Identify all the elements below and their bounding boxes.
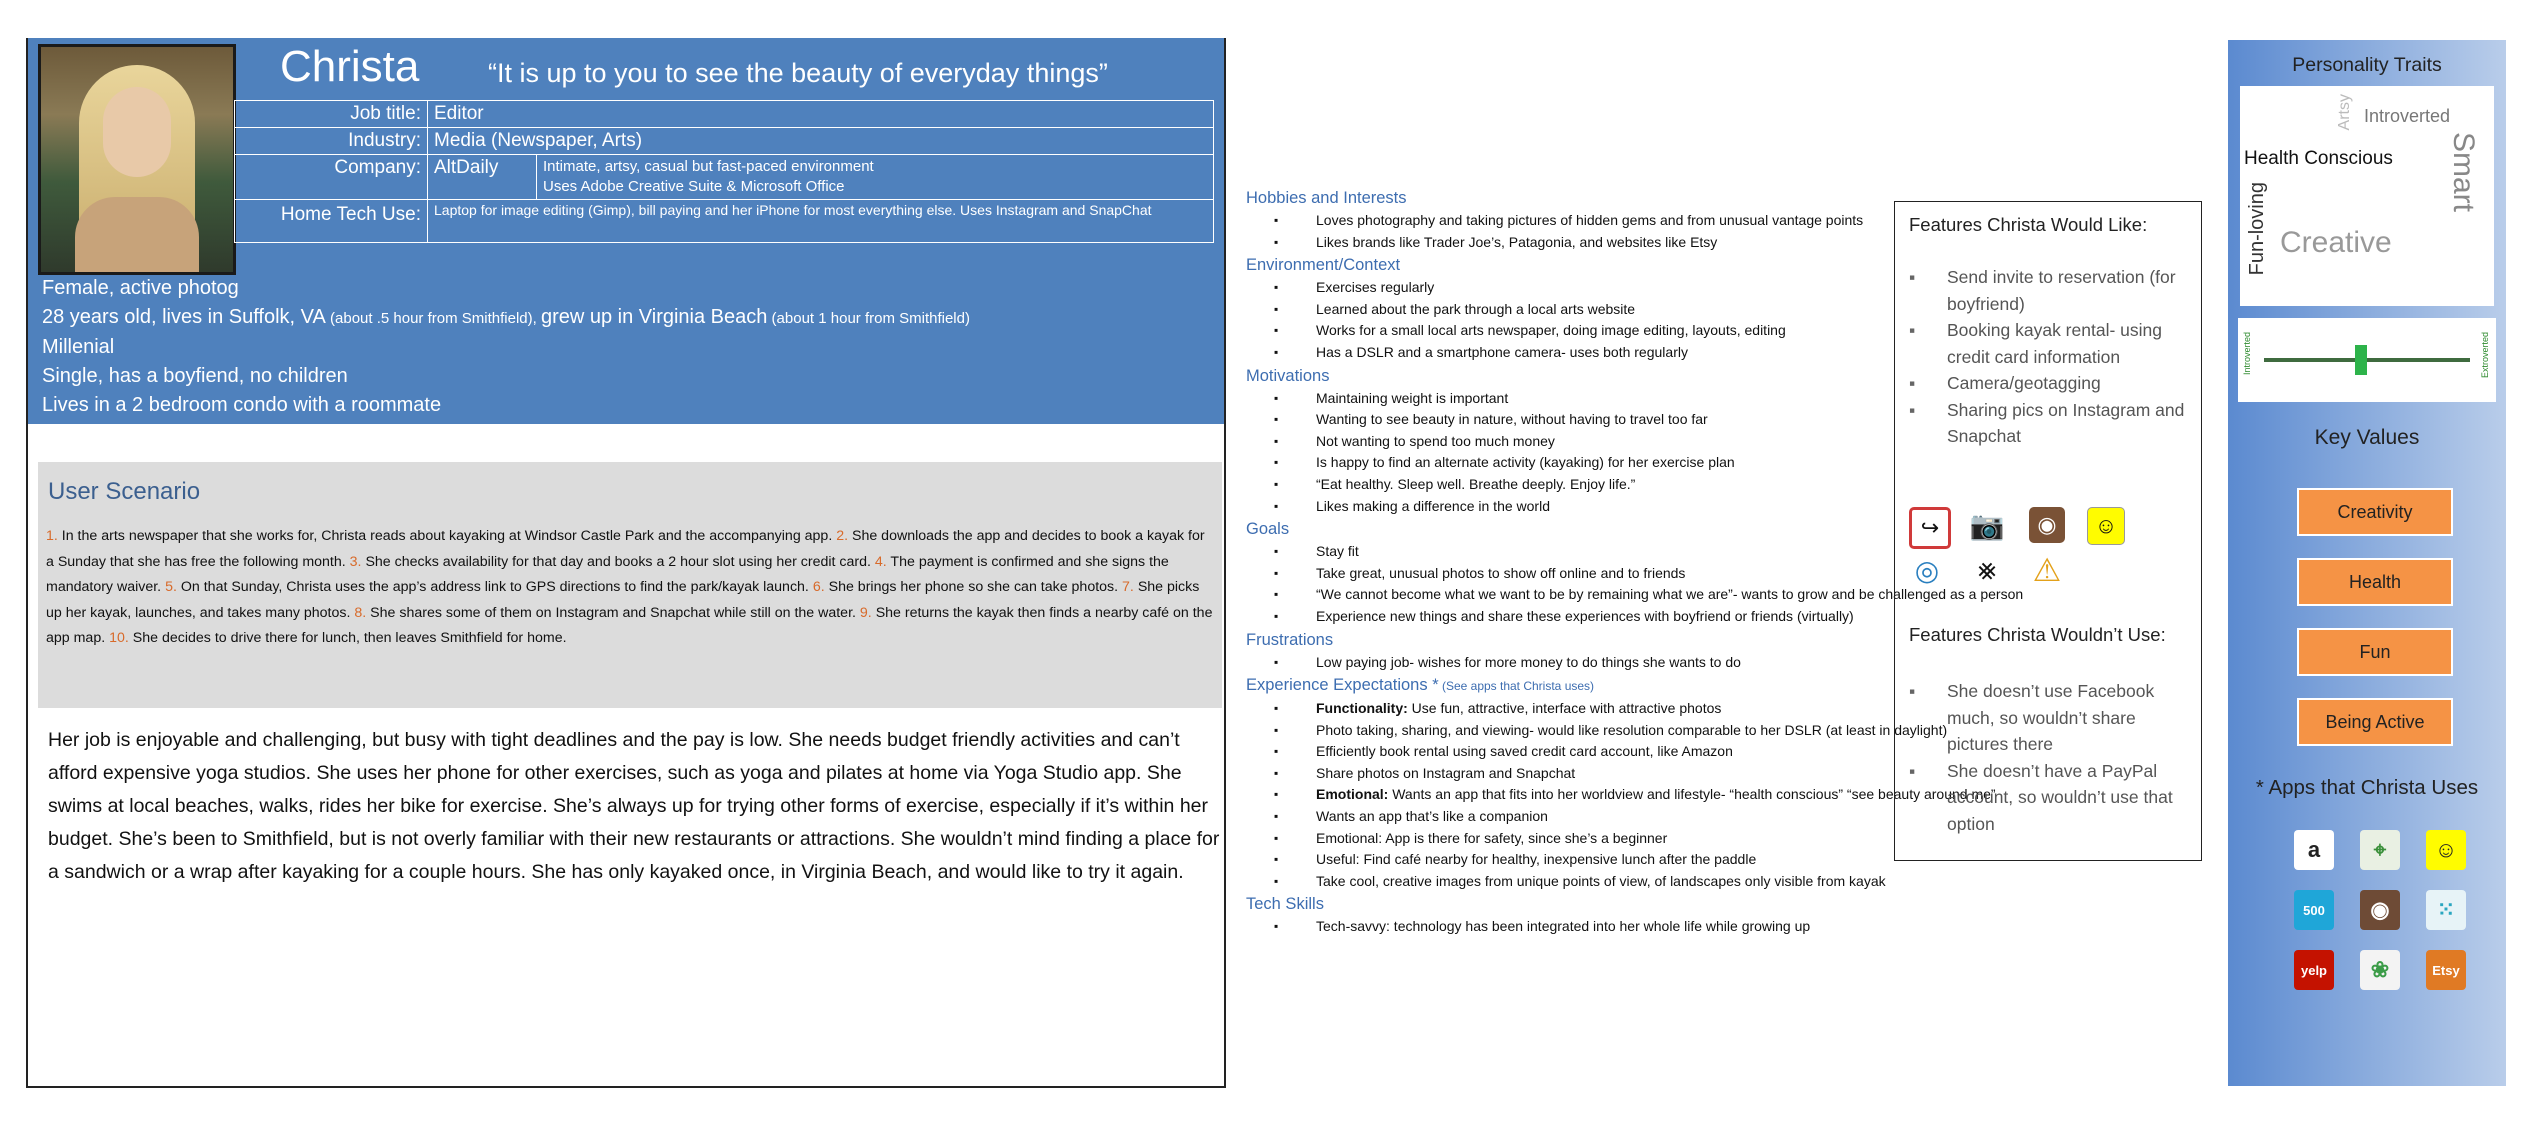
section-expectations-note[interactable]: (See apps that Christa uses)	[1438, 679, 1595, 694]
list-item: ▪ “Eat healthy. Sleep well. Breathe deeply. Enjoy life.”	[1316, 474, 2076, 496]
list-item: ▪ Exercises regularly	[1316, 277, 2076, 299]
features-wont-list	[1909, 678, 2189, 837]
home-tech-value: Laptop for image editing (Gimp), bill paying and her iPhone for most everything else. Uses Instagram and SnapChat	[428, 200, 1214, 243]
list-item: ▪ Wanting to see beauty in nature, without having to travel too far	[1316, 409, 2076, 431]
scenario-step-text: In the arts newspaper that she works for, Christa reads about kayaking at Windsor Castle Park and the accompanying app.	[57, 528, 837, 544]
feature-item: ▪ She doesn’t have a PayPal account, so wouldn’t use that option	[1909, 758, 2189, 838]
persona-left-page	[26, 38, 1226, 1088]
list-item: ▪ Not wanting to spend too much money	[1316, 431, 2076, 453]
etsy-icon: Etsy	[2426, 950, 2466, 990]
key-value-fun: Fun	[2297, 628, 2453, 676]
scenario-step-number: 1.	[46, 528, 58, 544]
section-goals-title: Goals	[1246, 520, 1290, 539]
section-tech-list	[1246, 916, 2076, 938]
industry-value: Media (Newspaper, Arts)	[428, 128, 1214, 155]
feature-item: ▪ Sharing pics on Instagram and Snapchat	[1909, 397, 2189, 450]
snapchat-icon: ☺	[2087, 507, 2125, 545]
demo-line-1: Female, active photog	[42, 277, 239, 299]
list-item: ▪ Has a DSLR and a smartphone camera- uses both regularly	[1316, 342, 2076, 364]
features-like-title: Features Christa Would Like:	[1909, 214, 2148, 235]
feature-item: ▪ Booking kayak rental- using credit card information	[1909, 317, 2189, 370]
user-scenario-text	[46, 524, 1214, 652]
list-item: ▪ “We cannot become what we want to be by remaining what we are”- wants to grow and be challenged as a person	[1316, 584, 2076, 606]
scale-marker	[2355, 345, 2367, 375]
industry-label: Industry:	[235, 128, 428, 155]
personality-traits-title: Personality Traits	[2292, 54, 2442, 76]
scenario-step-number: 3.	[349, 553, 362, 570]
features-like-list	[1909, 264, 2189, 450]
key-value-health: Health	[2297, 558, 2453, 606]
section-frustrations-title: Frustrations	[1246, 630, 1334, 649]
key-value-being-active: Being Active	[2297, 698, 2453, 746]
persona-bio: Her job is enjoyable and challenging, but busy with tight deadlines and the pay is low. She needs budget friendly activities and can’t afford expensive yoga studios. She uses her phone for other exercises, such as yoga and pilates at home via Yoga Studio app. She swims at local beaches, walks, rides her bike for exercise. She’s always up for trying other forms of exercise, especially if it’s within her budget. She’s been to Smithfield, but is not overly familiar with their new restaurants or attractions. She wouldn’t mind finding a place for a sandwich or a wrap after kayaking for a couple hours. She has only kayaked once, in Virginia Beach, and would like to try it again.	[48, 729, 1220, 883]
amazon-icon: a	[2294, 830, 2334, 870]
section-tech-title: Tech Skills	[1246, 895, 1324, 914]
maps-icon: ⌖	[2360, 830, 2400, 870]
persona-quote: “It is up to you to see the beauty of everyday things”	[488, 58, 1108, 88]
list-item: ▪ Take great, unusual photos to show off online and to friends	[1316, 563, 2076, 585]
scale-track	[2264, 358, 2470, 362]
list-item: ▪ Emotional: Wants an app that fits into her worldview and lifestyle- “health conscious” “see beauty around me”	[1316, 784, 2076, 806]
instagram-icon: ◉	[2360, 890, 2400, 930]
section-motivations-title: Motivations	[1246, 366, 1330, 385]
list-item: ▪ Is happy to find an alternate activity (kayaking) for her exercise plan	[1316, 452, 2076, 474]
demo-line-4: Single, has a boyfiend, no children	[42, 365, 348, 387]
persona-name: Christa	[280, 42, 420, 91]
scale-right-label: Extroverted	[2480, 332, 2490, 379]
list-item: ▪ Efficiently book rental using saved credit card account, like Amazon	[1316, 741, 2076, 763]
section-environment-title: Environment/Context	[1246, 256, 1401, 275]
no-flash-icon: ⨳	[1977, 553, 1997, 586]
demo-line-3: Millenial	[42, 336, 115, 358]
scenario-step-text: She picks up her kayak, launches, and takes many photos.	[46, 579, 1200, 621]
scenario-step-text: She downloads the app and decides to book a kayak for a Sunday that she has free the following month.	[46, 528, 1205, 570]
list-item: ▪ Functionality: Use fun, attractive, interface with attractive photos	[1316, 698, 2076, 720]
scenario-step-text: She decides to drive there for lunch, then leaves Smithfield for home.	[128, 630, 567, 646]
scenario-step-number: 6.	[812, 579, 825, 595]
key-value-creativity: Creativity	[2297, 488, 2453, 536]
scenario-step-number: 4.	[874, 553, 887, 570]
camera-icon: 📷	[1969, 509, 2005, 541]
scenario-step-text: The payment is confirmed and she signs the mandatory waiver.	[46, 553, 1169, 595]
feature-item: ▪ She doesn’t use Facebook much, so wouldn’t share pictures there	[1909, 678, 2189, 758]
list-item: ▪ Works for a small local arts newspaper, doing image editing, layouts, editing	[1316, 320, 2076, 342]
list-item: ▪ Experience new things and share these experiences with boyfriend or friends (virtually)	[1316, 606, 2076, 628]
feature-item: ▪ Send invite to reservation (for boyfriend)	[1909, 264, 2189, 317]
section-hobbies-title: Hobbies and Interests	[1246, 189, 1407, 207]
trait-creative: Creative	[2280, 226, 2392, 259]
job-title-value: Editor	[428, 101, 1214, 128]
features-box	[1894, 201, 2202, 861]
user-scenario-title: User Scenario	[48, 478, 201, 505]
scenario-step-text: She brings her phone so she can take photos.	[824, 579, 1123, 595]
geotag-icon: ◎	[1914, 554, 1940, 586]
user-scenario-box	[38, 462, 1222, 708]
share-icon: ↪	[1909, 507, 1951, 549]
list-item: ▪ Take cool, creative images from unique points of view, of landscapes only visible from kayak	[1316, 871, 2076, 893]
list-item: ▪ Tech-savvy: technology has been integrated into her whole life while growing up	[1316, 916, 2076, 938]
company-desc-1: Intimate, artsy, casual but fast-paced environment	[543, 158, 874, 175]
list-item: ▪ Low paying job- wishes for more money to do things she wants to do	[1316, 652, 2076, 674]
features-wont-title: Features Christa Wouldn’t Use:	[1909, 624, 2166, 645]
scenario-step-number: 9.	[859, 604, 872, 621]
demo-line-5: Lives in a 2 bedroom condo with a roommate	[42, 394, 442, 416]
feature-item: ▪ Camera/geotagging	[1909, 370, 2189, 397]
company-value: AltDaily	[428, 155, 537, 199]
fitbit-icon: ⁙	[2426, 890, 2466, 930]
scenario-step-number: 7.	[1122, 579, 1134, 595]
list-item: ▪ Maintaining weight is important	[1316, 388, 2076, 410]
scenario-step-number: 8.	[354, 604, 367, 621]
persona-photo	[38, 44, 236, 275]
scenario-step-number: 10.	[109, 630, 129, 646]
job-title-label: Job title:	[235, 101, 428, 128]
company-desc-2: Uses Adobe Creative Suite & Microsoft Office	[543, 178, 845, 195]
trait-smart: Smart	[2447, 132, 2480, 213]
persona-header	[28, 38, 1224, 424]
list-item: ▪ Stay fit	[1316, 541, 2076, 563]
introvert-extrovert-scale	[2238, 318, 2496, 402]
list-item: ▪ Share photos on Instagram and Snapchat	[1316, 763, 2076, 785]
list-item: ▪ Likes brands like Trader Joe’s, Patagonia, and websites like Etsy	[1316, 232, 2076, 254]
company-label: Company:	[235, 155, 428, 200]
trait-introverted: Introverted	[2364, 106, 2451, 126]
scenario-step-number: 2.	[836, 528, 849, 544]
list-item: ▪ Learned about the park through a local arts website	[1316, 299, 2076, 321]
500px-icon: 500	[2294, 890, 2334, 930]
key-values-title: Key Values	[2314, 426, 2420, 449]
section-expectations-title: Experience Expectations * (See apps that Christa uses)	[1246, 676, 1595, 695]
scenario-step-text: She returns the kayak then finds a nearby café on the app map.	[46, 604, 1213, 646]
list-item: ▪ Wants an app that’s like a companion	[1316, 806, 2076, 828]
persona-info-table	[234, 100, 1214, 243]
scenario-step-text: On that Sunday, Christa uses the app’s address link to GPS directions to find the park/kayak launch.	[176, 579, 813, 595]
scenario-step-number: 5.	[165, 579, 177, 595]
instagram-icon: ◉	[2029, 507, 2065, 543]
home-tech-label: Home Tech Use:	[235, 200, 428, 243]
apps-title: * Apps that Christa Uses	[2255, 776, 2479, 799]
scenario-step-text: She shares some of them on Instagram and Snapchat while still on the water.	[366, 604, 860, 621]
personality-word-cloud	[2240, 86, 2494, 306]
trait-fun-loving: Fun-loving	[2246, 182, 2268, 276]
list-item: ▪ Useful: Find café nearby for healthy, inexpensive lunch after the paddle	[1316, 849, 2076, 871]
demo-line-2: 28 years old, lives in Suffolk, VA (about .5 hour from Smithfield), grew up in Virginia Beach (about 1 hour from Smithfield)	[42, 306, 970, 328]
right-panel	[2228, 40, 2506, 1086]
demographics	[42, 274, 970, 420]
list-item: ▪ Emotional: App is there for safety, since she’s a beginner	[1316, 828, 2076, 850]
list-item: ▪ Loves photography and taking pictures of hidden gems and from unusual vantage points	[1316, 210, 2076, 232]
trait-health-conscious: Health Conscious	[2244, 148, 2393, 169]
scenario-step-text: She checks availability for that day and books a 2 hour slot using her credit card.	[361, 553, 875, 570]
warning-icon: ⚠	[2032, 552, 2062, 588]
scale-left-label: Introverted	[2242, 332, 2252, 376]
trait-artsy: Artsy	[2336, 94, 2353, 131]
snapchat-icon: ☺	[2426, 830, 2466, 870]
list-item: ▪ Likes making a difference in the world	[1316, 496, 2076, 518]
yoga-icon: ❀	[2360, 950, 2400, 990]
list-item: ▪ Photo taking, sharing, and viewing- would like resolution comparable to her DSLR (at least in daylight)	[1316, 720, 2076, 742]
yelp-icon: yelp	[2294, 950, 2334, 990]
